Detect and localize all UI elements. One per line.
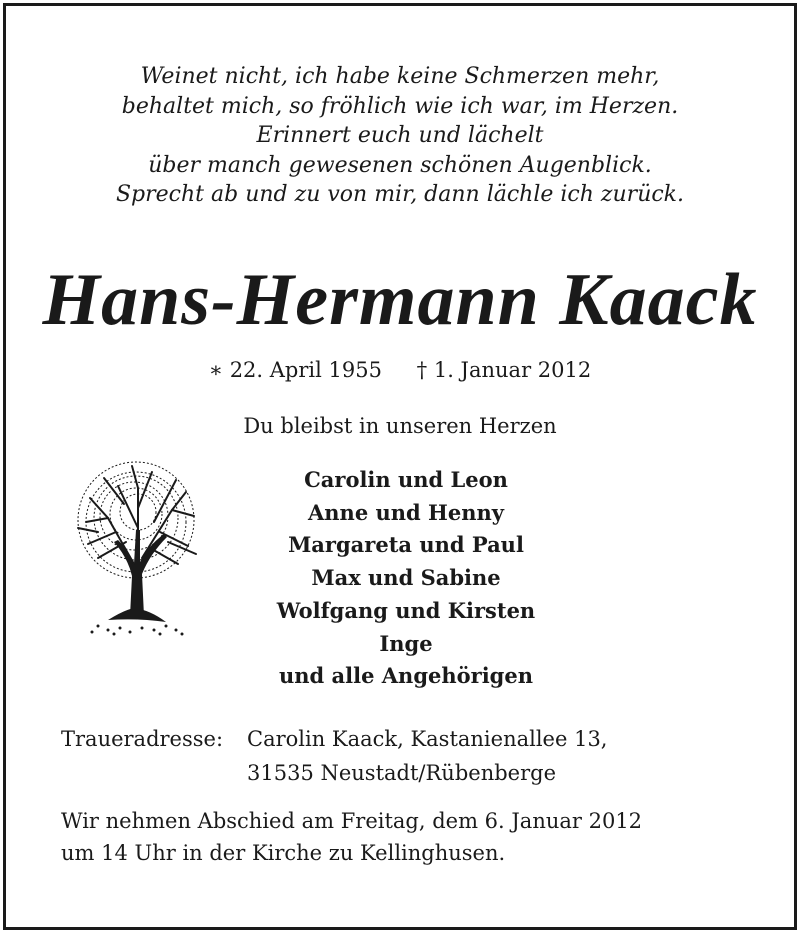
mourner: Margareta und Paul xyxy=(288,532,524,558)
mourning-address xyxy=(61,722,608,790)
mourner: und alle Angehörigen xyxy=(279,663,533,689)
tree-icon xyxy=(68,458,202,638)
motto: Du bleibst in unseren Herzen xyxy=(243,414,557,438)
poem xyxy=(6,62,794,210)
poem-line: Sprecht ab und zu von mir, dann lächle ich zurück. xyxy=(115,182,685,207)
deceased-name: Hans-Hermann Kaack xyxy=(42,259,758,341)
obituary-notice xyxy=(3,3,797,930)
poem-line: Erinnert euch und lächelt xyxy=(256,123,544,148)
mourner: Anne und Henny xyxy=(308,499,504,525)
mourners-list xyxy=(236,464,576,693)
life-dates xyxy=(6,358,794,382)
farewell-notice xyxy=(61,805,642,869)
death-date: † 1. Januar 2012 xyxy=(416,358,592,382)
address-line: Carolin Kaack, Kastanienallee 13, xyxy=(247,727,608,751)
mourner: Wolfgang und Kirsten xyxy=(276,597,536,623)
mourner: Max und Sabine xyxy=(311,565,501,591)
address-label: Traueradresse: xyxy=(61,727,224,751)
poem-line: über manch gewesenen schönen Augenblick. xyxy=(148,152,652,178)
farewell-line: um 14 Uhr in der Kirche zu Kellinghusen. xyxy=(61,841,506,865)
birth-date: ∗ 22. April 1955 xyxy=(208,358,382,382)
poem-line: Weinet nicht, ich habe keine Schmerzen mehr, xyxy=(140,64,660,89)
mourner: Inge xyxy=(379,630,433,656)
poem-line: behaltet mich, so fröhlich wie ich war, im Herzen. xyxy=(121,93,679,119)
mourner: Carolin und Leon xyxy=(304,467,508,492)
farewell-line: Wir nehmen Abschied am Freitag, dem 6. Januar 2012 xyxy=(61,809,643,833)
address-line: 31535 Neustadt/Rübenberge xyxy=(247,761,557,785)
